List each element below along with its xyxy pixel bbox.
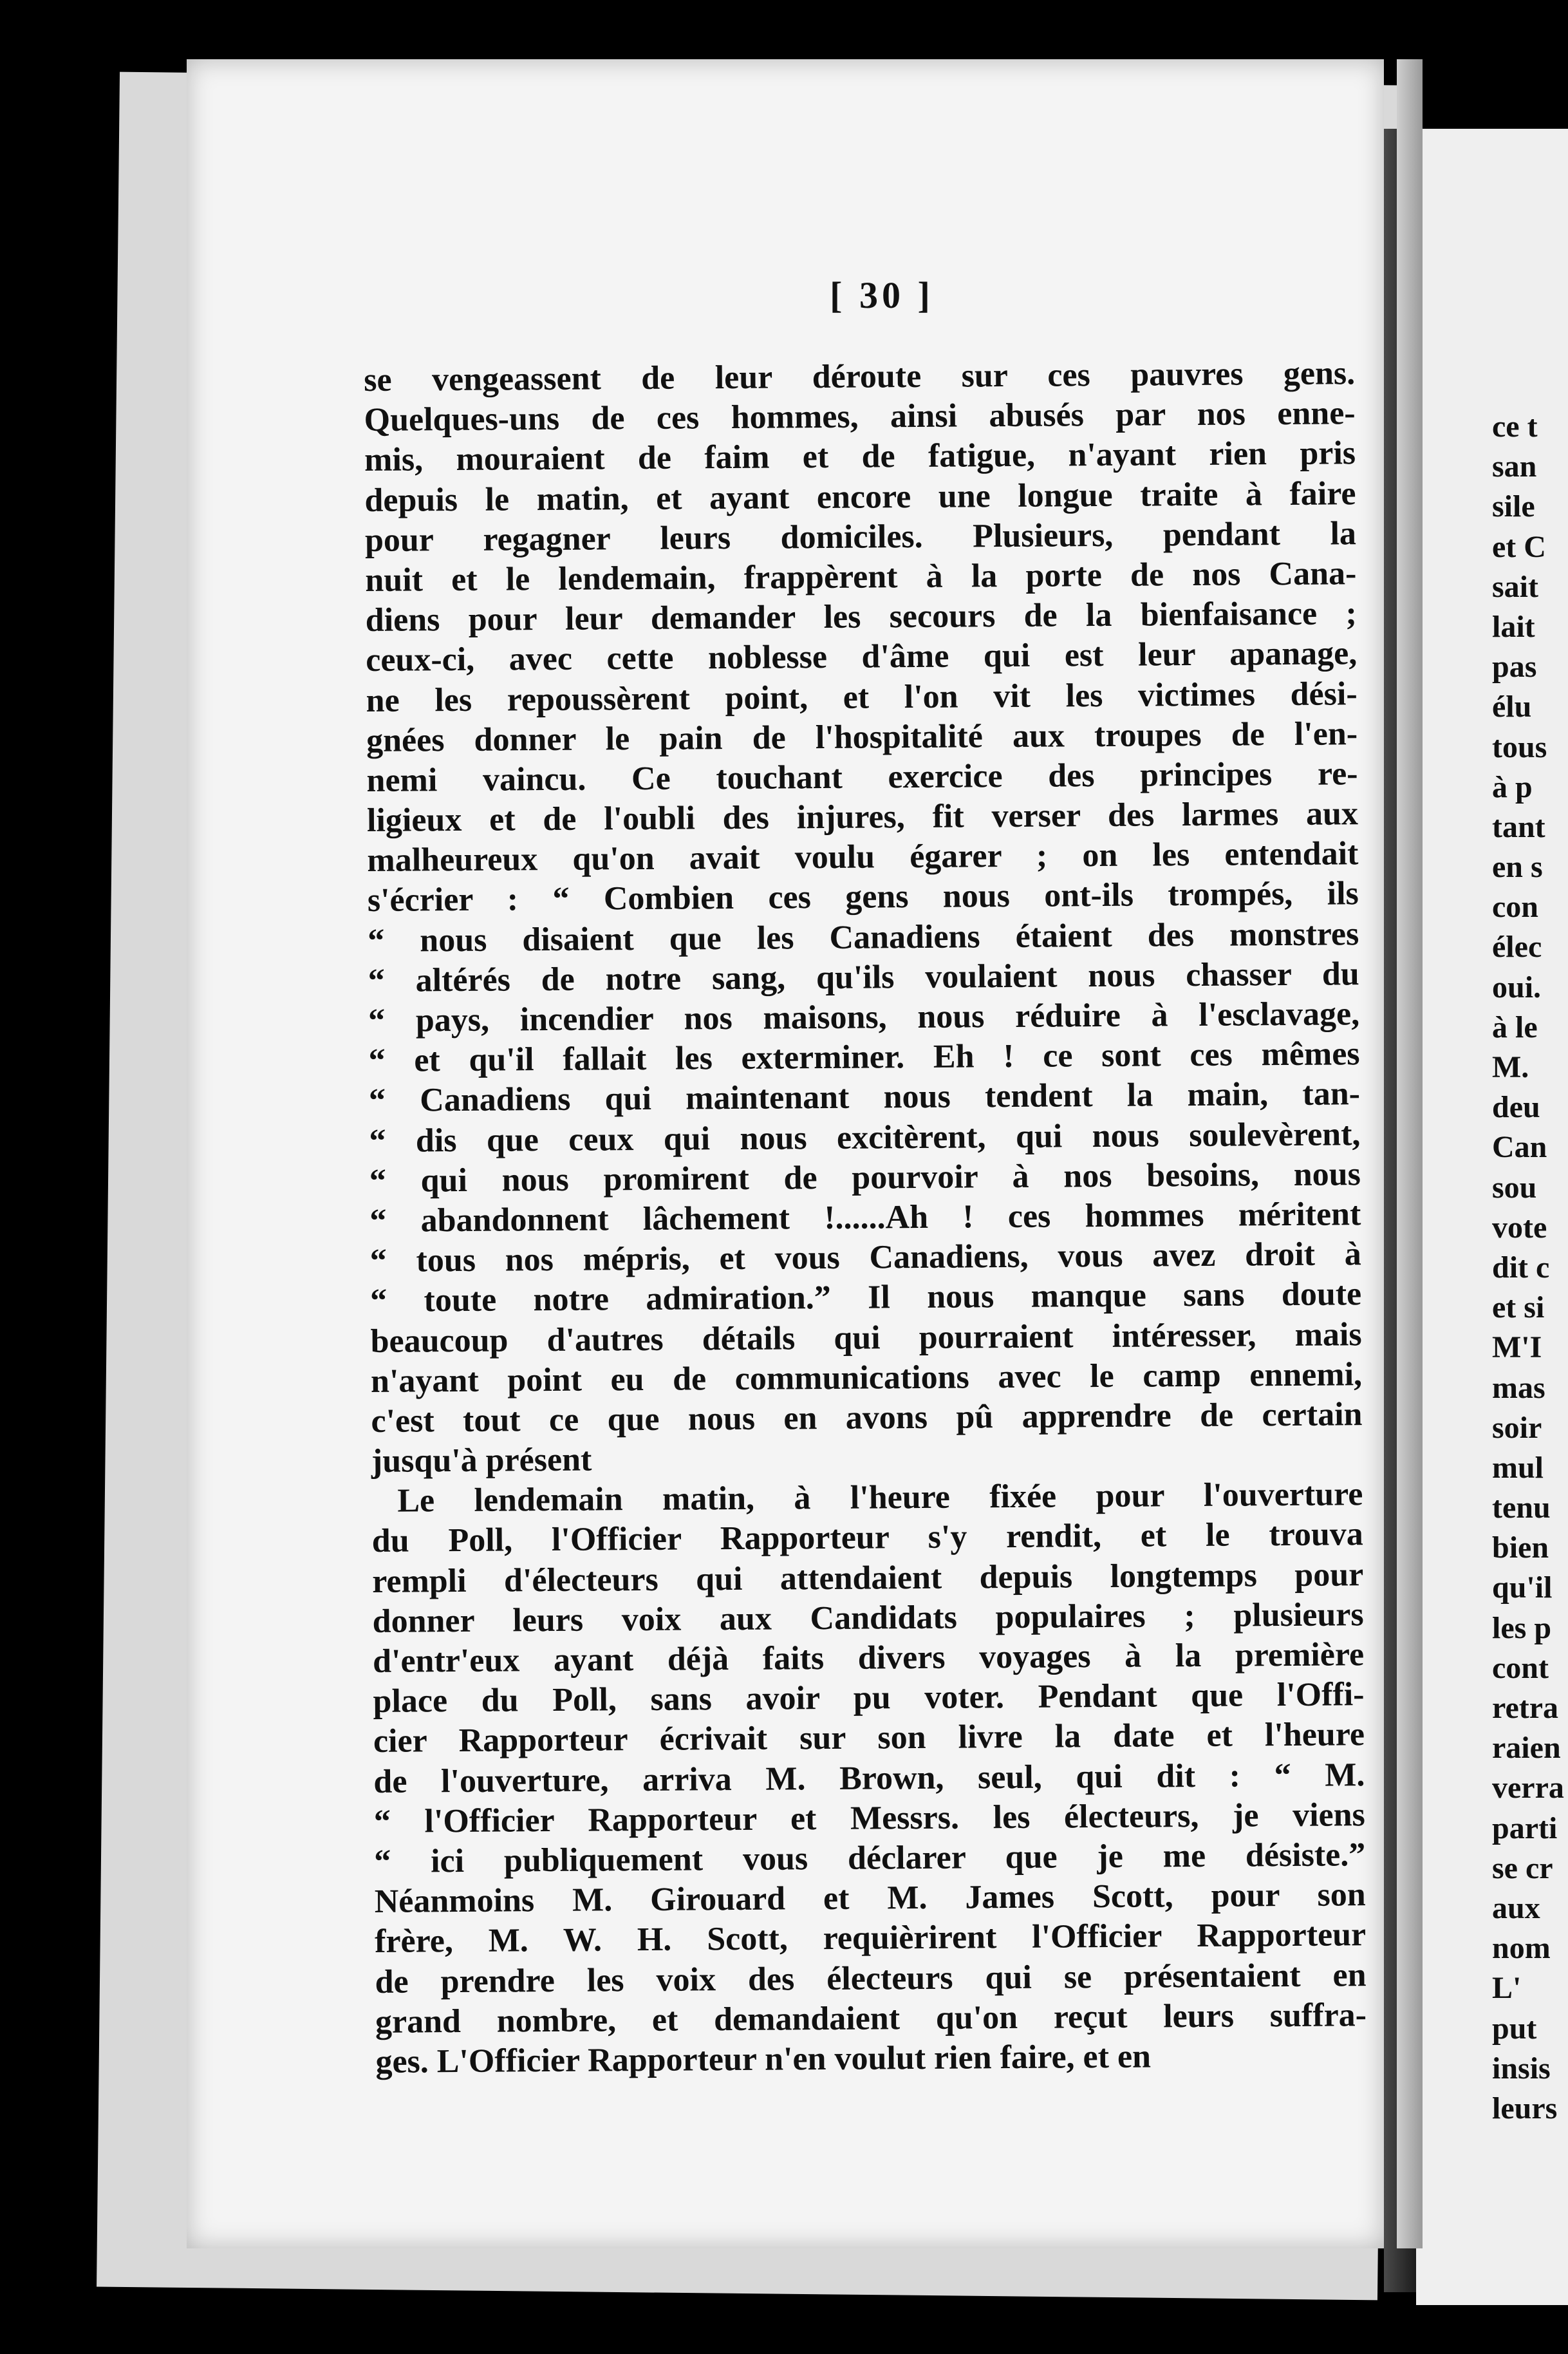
text-line: pour regagner leurs domiciles. Plusieurs, pendant la <box>364 514 1357 559</box>
text-line: de l'ouverture, arriva M. Brown, seul, qui dit : “ M. <box>373 1756 1365 1800</box>
text-line: “ Canadiens qui maintenant nous tendent la main, tan- <box>368 1075 1361 1120</box>
text-line: s'écrier : “ Combien ces gens nous ont-ils trompés, ils <box>367 875 1359 919</box>
facing-page-fragment: aux <box>1492 1890 1540 1925</box>
facing-page-fragment: à p <box>1492 769 1533 804</box>
facing-page-fragment: dit c <box>1492 1250 1550 1285</box>
text-line: “ abandonnent lâchement !......Ah ! ces hommes méritent <box>369 1196 1361 1239</box>
facing-page-fragment: pas <box>1492 650 1537 684</box>
facing-page-fragment: L' <box>1492 1971 1522 2006</box>
text-line: donner leurs voix aux Candidats populaires ; plusieurs <box>372 1596 1364 1640</box>
facing-page-fragment: mul <box>1492 1450 1544 1485</box>
text-line: “ tous nos mépris, et vous Canadiens, vous avez droit à <box>369 1236 1361 1280</box>
text-line: nemi vaincu. Ce touchant exercice des principes re- <box>366 755 1358 799</box>
facing-page-fragment: oui. <box>1492 970 1542 1004</box>
text-line: cier Rapporteur écrivait sur son livre la date et l'heure <box>373 1716 1365 1760</box>
text-line: “ altérés de notre sang, qu'ils voulaient nous chasser du <box>368 956 1359 999</box>
facing-page-fragment: verra <box>1492 1771 1564 1805</box>
text-line: depuis le matin, et ayant encore une longue traite à faire <box>364 475 1356 519</box>
page-number: [ 30 ] <box>830 274 934 316</box>
text-line: c'est tout ce que nous en avons pû apprendre de certain <box>371 1396 1363 1440</box>
text-line: Néanmoins M. Girouard et M. James Scott, pour son <box>374 1876 1366 1921</box>
facing-page-fragment: lait <box>1492 609 1535 644</box>
text-line: beaucoup d'autres détails qui pourraient intéresser, mais <box>370 1315 1362 1360</box>
facing-page-fragment: qu'il <box>1492 1570 1553 1605</box>
text-line: d'entr'eux ayant déjà faits divers voyages à la première <box>372 1636 1365 1680</box>
facing-page-fragment: cont <box>1492 1650 1549 1685</box>
text-line: “ nous disaient que les Canadiens étaient des monstres <box>368 915 1359 959</box>
text-line: rempli d'électeurs qui attendaient depuis longtemps pour <box>372 1556 1364 1600</box>
text-line: “ pays, incendier nos maisons, nous réduire à l'esclavage, <box>368 995 1360 1039</box>
text-line: frère, M. W. H. Scott, requièrirent l'Officier Rapporteur <box>374 1916 1367 1961</box>
facing-page-fragment: san <box>1492 449 1537 484</box>
facing-page-fragment: con <box>1492 890 1538 925</box>
text-line: “ dis que ceux qui nous excitèrent, qui nous soulevèrent, <box>369 1115 1361 1160</box>
facing-page-fragment: sile <box>1492 489 1535 524</box>
text-line: Quelques-uns de ces hommes, ainsi abusés par nos enne- <box>364 395 1356 439</box>
text-line: grand nombre, et demandaient qu'on reçut leurs suffra- <box>375 1996 1367 2040</box>
text-line: se vengeassent de leur déroute sur ces pauvres gens. <box>364 355 1356 399</box>
facing-page-fragment: tant <box>1492 809 1545 844</box>
facing-page-fragment: nom <box>1492 1931 1551 1966</box>
facing-page-fragment: vote <box>1492 1210 1547 1245</box>
facing-page-fragment: insis <box>1492 2051 1551 2086</box>
text-line: “ et qu'il fallait les exterminer. Eh ! ce sont ces mêmes <box>368 1035 1360 1080</box>
facing-page-fragment: se cr <box>1492 1850 1553 1885</box>
text-line: diens pour leur demander les secours de la bienfaisance ; <box>365 595 1357 639</box>
text-line: “ ici publiquement vous déclarer que je me désiste.” <box>374 1836 1366 1880</box>
text-line: du Poll, l'Officier Rapporteur s'y rendit, et le trouva <box>371 1516 1363 1560</box>
facing-page-fragment: leurs <box>1492 2091 1558 2125</box>
facing-page-fragment: bien <box>1492 1530 1549 1565</box>
facing-page-fragment: tenu <box>1492 1491 1551 1525</box>
facing-page-fragment: à le <box>1492 1010 1538 1044</box>
facing-page-fragment: élec <box>1492 930 1542 965</box>
text-line: place du Poll, sans avoir pu voter. Pendant que l'Offi- <box>373 1676 1365 1720</box>
text-line: “ qui nous promirent de pourvoir à nos besoins, nous <box>369 1155 1361 1200</box>
text-line: ne les repoussèrent point, et l'on vit les victimes dési- <box>366 675 1358 719</box>
facing-page-fragment: soir <box>1492 1410 1542 1445</box>
text-line: mis, mouraient de faim et de fatigue, n'ayant rien pris <box>364 435 1356 479</box>
facing-page-text <box>1492 407 1568 2129</box>
text-line: nuit et le lendemain, frappèrent à la porte de nos Cana- <box>365 555 1357 599</box>
text-line: gnées donner le pain de l'hospitalité aux troupes de l'en- <box>366 715 1358 759</box>
body-text <box>364 353 1367 2082</box>
facing-page-fragment: retra <box>1492 1691 1559 1725</box>
facing-page-fragment: élu <box>1492 690 1532 724</box>
text-line: malheureux qu'on avait voulu égarer ; on les entendait <box>367 835 1359 880</box>
text-line: Le lendemain matin, à l'heure fixée pour l'ouverture <box>397 1476 1363 1520</box>
facing-page-fragment: ce t <box>1492 410 1538 444</box>
facing-page-fragment: deu <box>1492 1090 1540 1125</box>
facing-page-fragment: raien <box>1492 1731 1561 1766</box>
text-line: n'ayant point eu de communications avec le camp ennemi, <box>370 1355 1363 1400</box>
facing-page-fragment: mas <box>1492 1370 1545 1405</box>
facing-page-fragment: les p <box>1492 1610 1552 1645</box>
text-line: de prendre les voix des électeurs qui se présentaient en <box>375 1956 1367 2001</box>
facing-page-fragment: en s <box>1492 850 1543 885</box>
facing-page-fragment: put <box>1492 2011 1537 2046</box>
facing-page-fragment: sait <box>1492 569 1538 604</box>
text-line: jusqu'à présent <box>371 1441 592 1480</box>
facing-page-fragment: tous <box>1492 730 1547 764</box>
facing-page-fragment: sou <box>1492 1170 1537 1205</box>
facing-page-fragment: M. <box>1492 1050 1529 1084</box>
text-line: “ l'Officier Rapporteur et Messrs. les électeurs, je viens <box>373 1796 1366 1840</box>
facing-page-fragment: M'I <box>1492 1330 1542 1365</box>
text-line: ceux-ci, avec cette noblesse d'âme qui est leur apanage, <box>366 635 1358 679</box>
text-line: ges. L'Officier Rapporteur n'en voulut rien faire, et en <box>375 2038 1152 2080</box>
text-line: ligieux et de l'oubli des injures, fit verser des larmes aux <box>366 795 1359 840</box>
page-edge <box>1397 59 1423 2248</box>
facing-page-fragment: Can <box>1492 1130 1547 1165</box>
facing-page-fragment: parti <box>1492 1811 1558 1845</box>
text-line: “ toute notre admiration.” Il nous manque sans doute <box>369 1276 1362 1320</box>
facing-page-fragment: et C <box>1492 529 1546 564</box>
facing-page-fragment: et si <box>1492 1290 1545 1325</box>
